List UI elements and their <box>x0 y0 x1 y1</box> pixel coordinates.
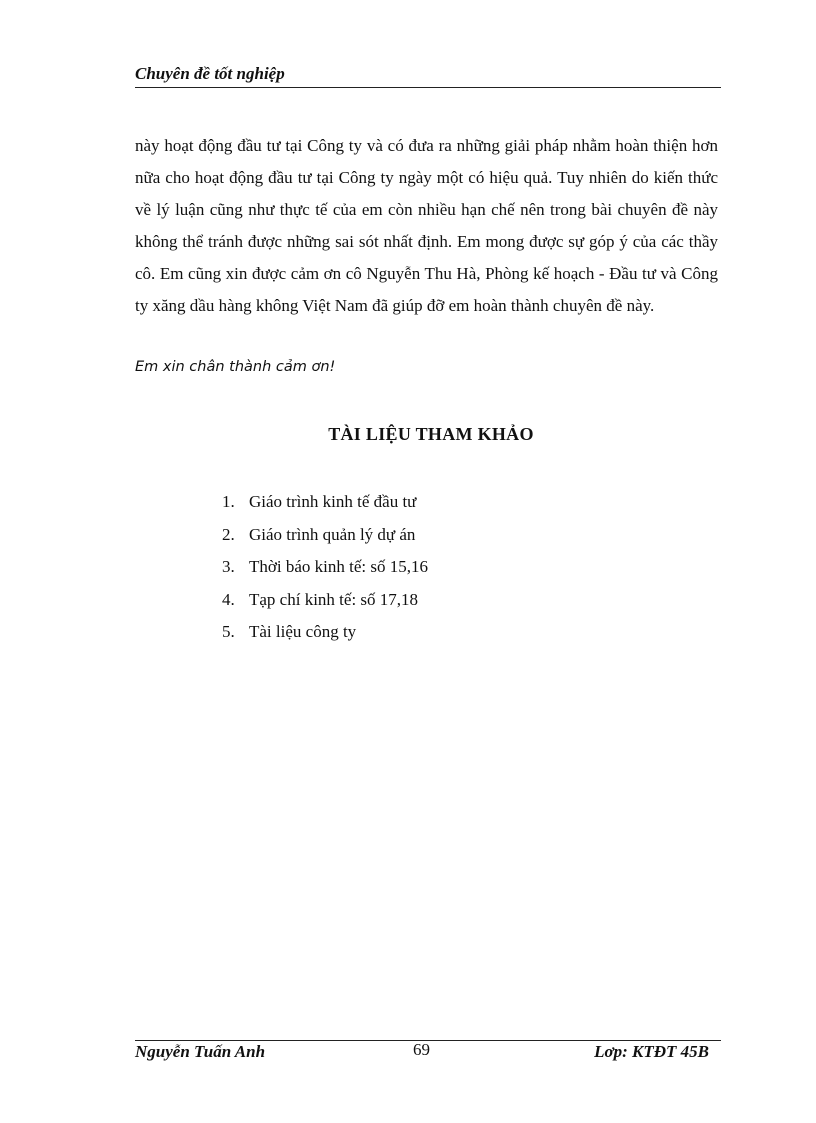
references-title: TÀI LIỆU THAM KHẢO <box>328 424 534 444</box>
reference-text: Giáo trình kinh tế đầu tư <box>249 492 417 511</box>
reference-number: 3. <box>222 557 235 576</box>
page-number: 69 <box>413 1040 430 1059</box>
header-title: Chuyên đề tốt nghiệp <box>135 64 285 83</box>
footer-author: Nguyễn Tuấn Anh <box>135 1042 266 1061</box>
reference-item <box>222 584 428 617</box>
reference-number: 2. <box>222 524 235 544</box>
reference-text: Tạp chí kinh tế: số 17,18 <box>249 589 419 609</box>
footer-class-label: Lơp: KTĐT 45B <box>594 1042 709 1061</box>
reference-item <box>222 551 428 584</box>
reference-number: 5. <box>222 622 235 641</box>
reference-text: Giáo trình quản lý dự án <box>249 524 416 544</box>
reference-item <box>222 486 428 519</box>
reference-number: 4. <box>222 589 235 609</box>
header-divider <box>135 87 721 88</box>
references-list <box>222 486 428 649</box>
body-paragraph: này hoạt động đầu tư tại Công ty và có đưa ra những giải pháp nhằm hoàn thiện hơn nữa cho hoạt động đầu tư tại Công ty ngày một có hiệu quả. Tuy nhiên do kiến thức về lý luận cũng như thực tế của em còn nhiều hạn chế nên trong bài chuyên đề này không thể tránh được những sai sót nhất định. Em mong được sự góp ý của các thầy cô. Em cũng xin được cảm ơn cô Nguyễn Thu Hà, Phòng kế hoạch - Đầu tư và Công ty xăng dầu hàng không Việt Nam đã giúp đỡ em hoàn thành chuyên đề này. <box>135 136 718 315</box>
body-text <box>135 130 718 322</box>
reference-number: 1. <box>222 492 235 511</box>
thanks-line: Em xin chân thành cảm ơn! <box>135 359 336 375</box>
reference-text: Thời báo kinh tế: số 15,16 <box>249 557 428 576</box>
reference-item <box>222 616 428 649</box>
reference-item <box>222 519 428 552</box>
reference-text: Tài liệu công ty <box>249 622 357 641</box>
